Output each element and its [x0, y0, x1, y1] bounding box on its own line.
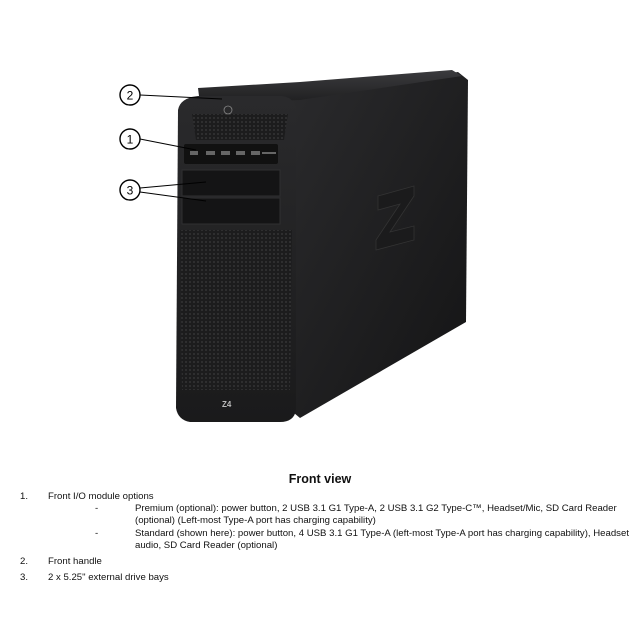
list-item [20, 556, 632, 568]
callout-2-label: 2 [126, 88, 134, 103]
list-item [20, 491, 632, 552]
top-vent [192, 114, 288, 140]
list-number: 1. [20, 491, 29, 502]
sub-text: Standard (shown here): power button, 4 USB 3.1 G1 Type-A (left-most Type-A port has charging capability), Headset audio, SD Card Reader (optional) [135, 527, 629, 551]
figure-caption: Front view [288, 472, 352, 486]
list-text: 2 x 5.25" external drive bays [48, 572, 169, 584]
list-text: Front I/O module options [48, 491, 154, 502]
list-item [20, 572, 632, 584]
lower-vent [180, 230, 292, 390]
sub-dash: - [95, 527, 99, 539]
list-number: 3. [20, 572, 29, 584]
list-number: 2. [20, 556, 29, 568]
drive-bay-2 [182, 198, 280, 224]
callout-1-label: 1 [126, 132, 134, 147]
callout-list [20, 491, 632, 584]
list-text: Front handle [48, 556, 102, 568]
sub-text: Premium (optional): power button, 2 USB 3.1 G1 Type-A, 2 USB 3.1 G2 Type-C™, Headset/Mic, SD Card Reader (optional) (Left-most Type-A port has charging capability) [135, 503, 617, 527]
sub-item [48, 528, 632, 552]
z4-badge: Z4 [222, 400, 232, 409]
sub-item [48, 503, 632, 527]
callout-3-label: 3 [126, 183, 134, 198]
sub-dash: - [95, 503, 99, 515]
